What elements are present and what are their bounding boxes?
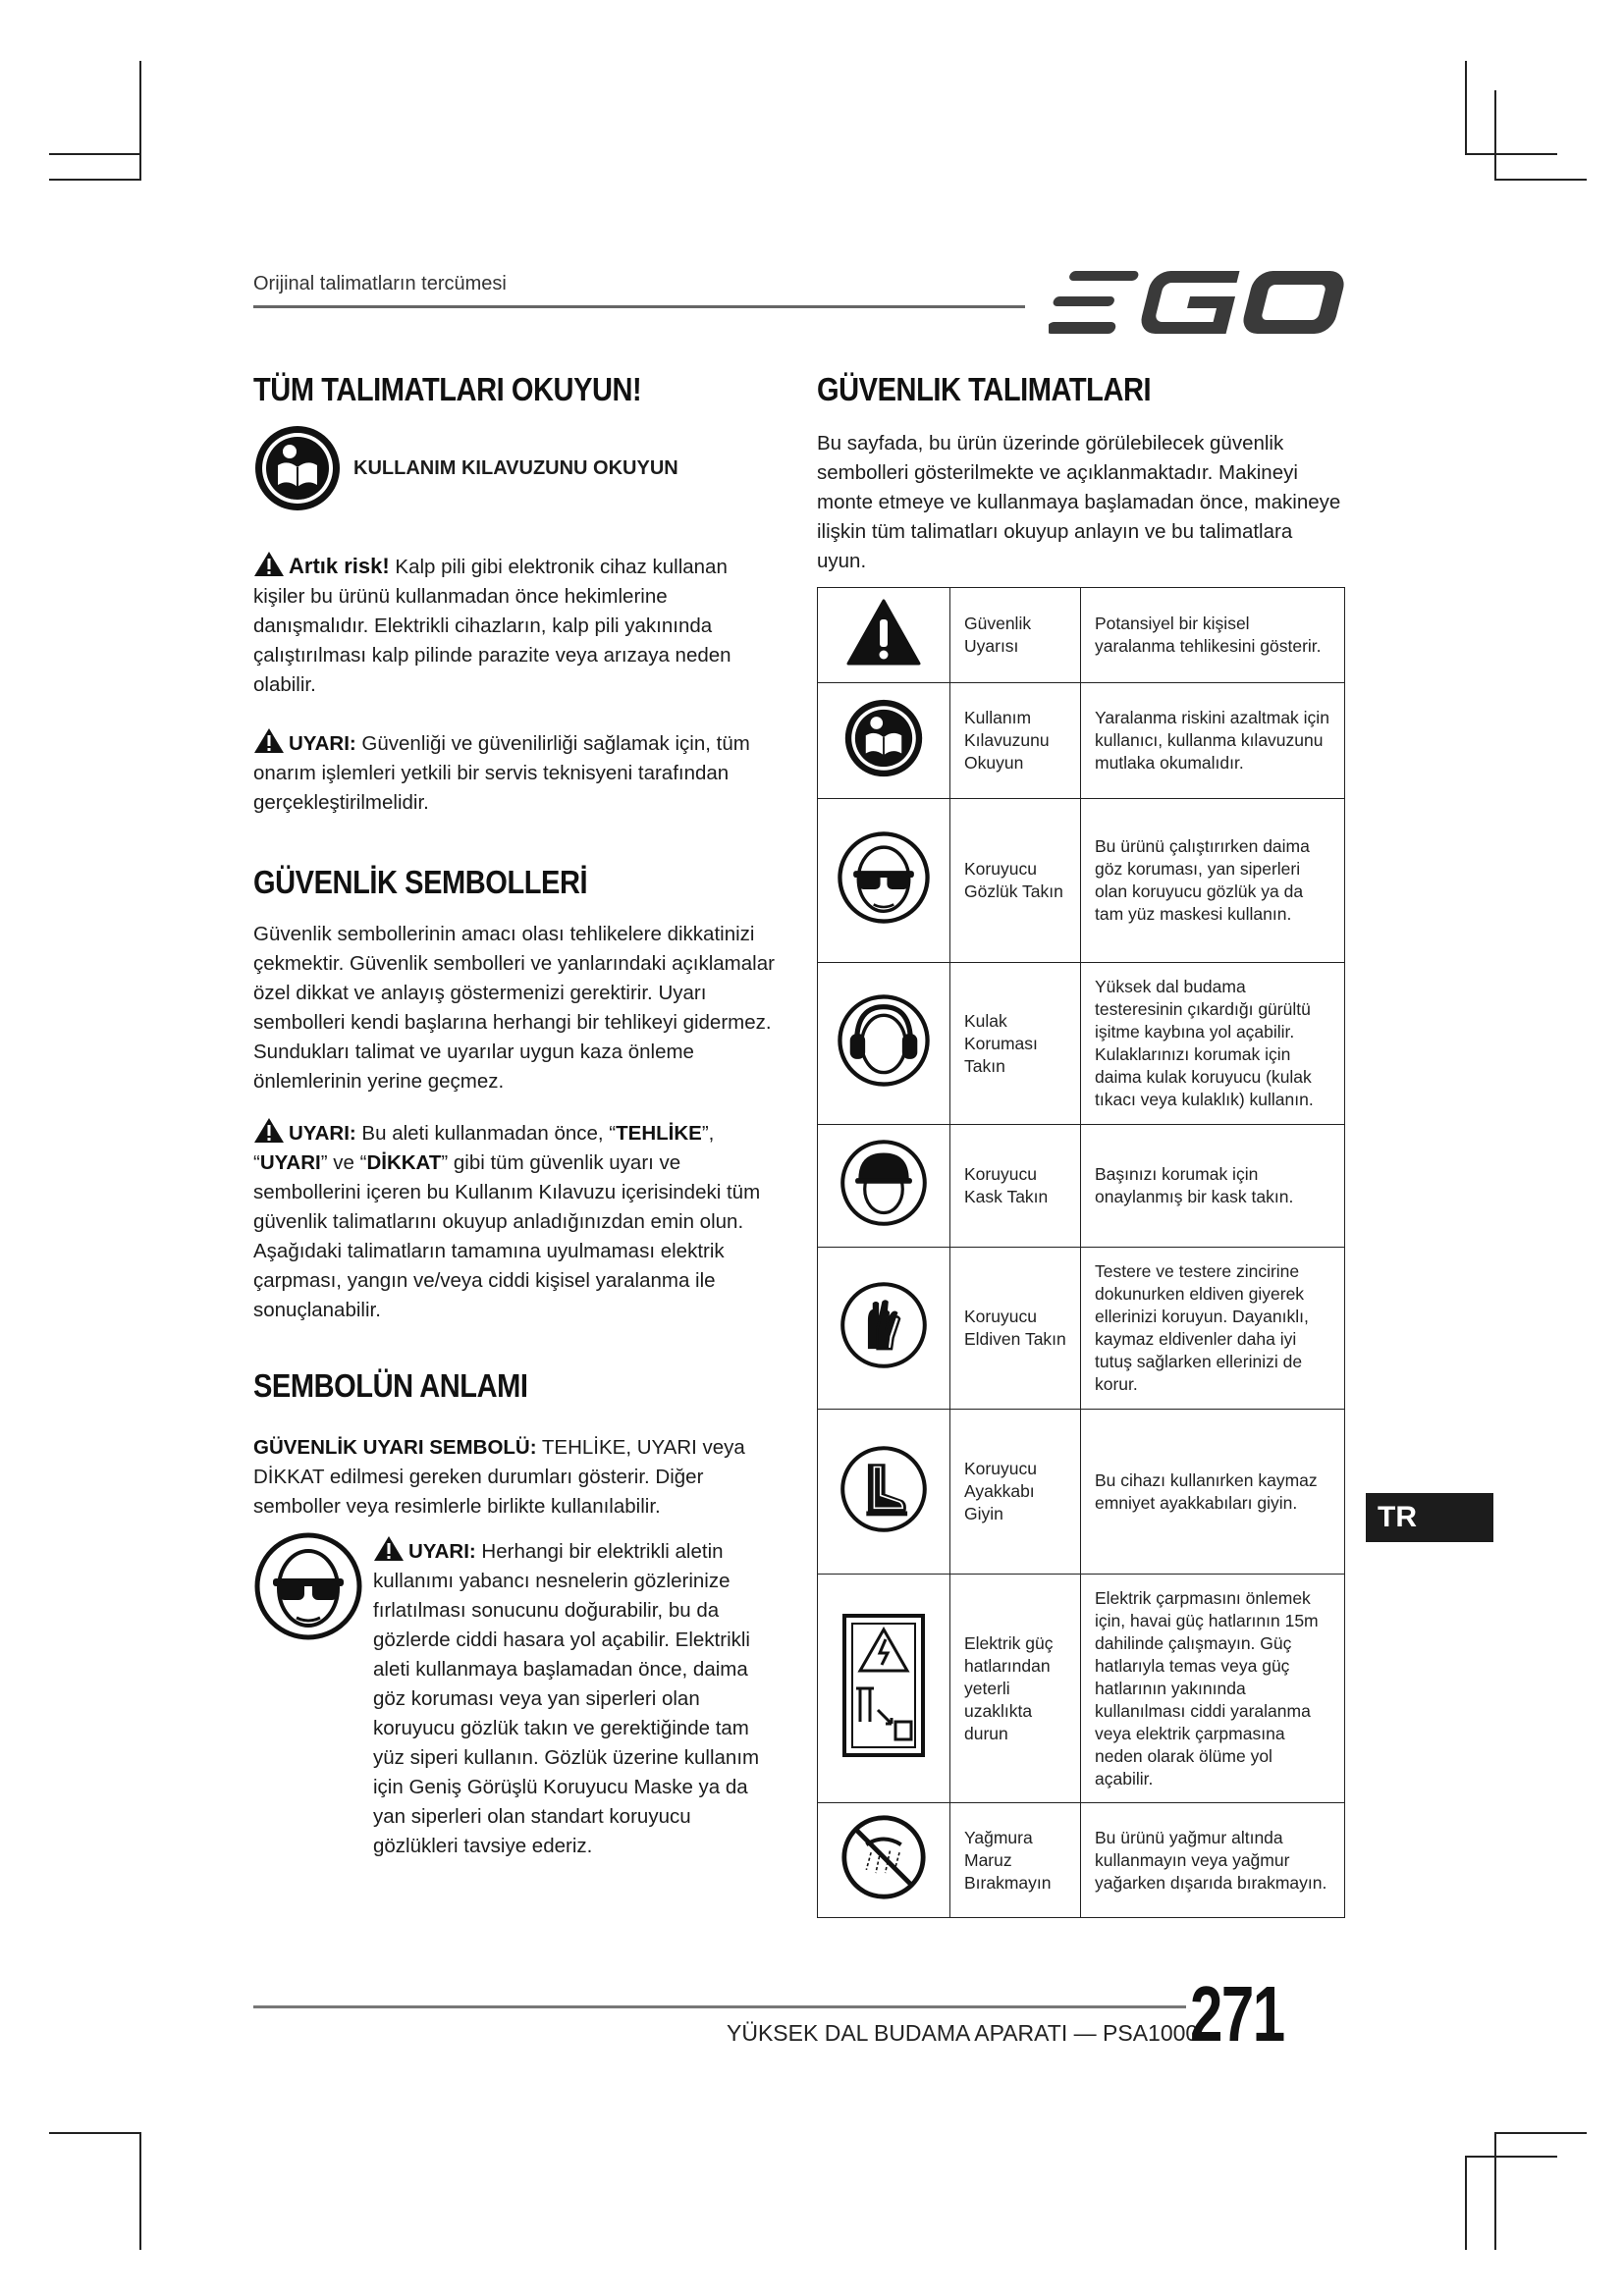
safety-boots-icon <box>839 1445 928 1533</box>
crop-mark <box>1465 153 1557 155</box>
symbol-name: Koruyucu Ayakkabı Giyin <box>950 1410 1081 1575</box>
crop-mark <box>1494 2132 1496 2250</box>
ego-logo <box>1049 265 1345 340</box>
eye-warning-paragraph <box>373 1535 780 1861</box>
manual-label: KULLANIM KILAVUZUNU OKUYUN <box>353 457 678 479</box>
read-manual-icon <box>253 424 342 512</box>
power-lines-icon <box>840 1612 927 1759</box>
table-row <box>818 1248 1345 1410</box>
icon-cell <box>818 799 950 963</box>
header-rule <box>253 305 1025 308</box>
gloves-icon <box>839 1281 928 1369</box>
symbol-name: Koruyucu Kask Takın <box>950 1125 1081 1248</box>
warning-repair-lead: UYARI: <box>289 732 356 755</box>
symbol-name: Kullanım Kılavuzunu Okuyun <box>950 683 1081 799</box>
helmet-icon <box>839 1139 928 1227</box>
table-row <box>818 588 1345 683</box>
footer-rule <box>253 2005 1186 2008</box>
crop-mark <box>1494 179 1587 181</box>
meaning-lead: GÜVENLİK UYARI SEMBOLÜ: <box>253 1436 537 1459</box>
symbol-name: Yağmura Maruz Bırakmayın <box>950 1803 1081 1918</box>
no-rain-icon <box>839 1813 928 1901</box>
warning-repair-text: Güvenliği ve güvenilirliği sağlamak için, tüm onarım işlemleri yetkili bir servis teknisyeni tarafından gerçekleştirilmelidir. <box>253 732 750 814</box>
crop-mark <box>49 2132 141 2134</box>
symbol-description: Bu cihazı kullanırken kaymaz emniyet ayakkabıları giyin. <box>1081 1410 1345 1575</box>
crop-mark <box>1465 2156 1467 2250</box>
icon-cell <box>818 1803 950 1918</box>
eye-warning-text: Herhangi bir elektrikli aletin kullanımı yabancı nesnelerin gözlerinize fırlatılması sonucunu doğurabilir, bu da gözlerde ciddi hasara yol açabilir. Elektrikli aleti kullanmaya başlamadan önce, daima göz koruması veya yan siperleri olan koruyucu gözlük takın ve gerektiğinde tam yüz siperi kullanın. Gözlük üzerine kullanım için Geniş Görüşlü Koruyucu Maske ya da yan siperleri olan standart koruyucu gözlükleri tavsiye ederiz. <box>373 1540 760 1857</box>
table-row <box>818 963 1345 1125</box>
warning-triangle-icon <box>846 598 921 667</box>
safety-goggles-icon <box>837 830 931 925</box>
ear-protection-icon <box>837 993 931 1088</box>
meaning-paragraph <box>253 1433 766 1522</box>
heading-safety-symbols: GÜVENLİK SEMBOLLERİ <box>253 864 588 900</box>
warning-manual-lead: UYARI: <box>289 1122 356 1145</box>
crop-mark <box>49 179 141 181</box>
safety-symbols-table <box>817 587 1345 1918</box>
crop-mark <box>1494 90 1496 181</box>
symbol-description: Testere ve testere zincirine dokunurken eldiven giyerek ellerinizi koruyun. Dayanıklı, kaymaz eldivenler daha iyi tutuş sağlarken ellerinizi de korur. <box>1081 1248 1345 1410</box>
safety-goggles-icon <box>253 1531 363 1641</box>
table-row <box>818 1410 1345 1575</box>
symbol-description: Yüksek dal budama testeresinin çıkardığı gürültü işitme kaybına yol açabilir. Kulaklarınızı korumak için daima kulak koruyucu (kulak tıkacı veya kulaklık) kullanın. <box>1081 963 1345 1125</box>
warning-triangle-icon <box>253 727 285 754</box>
symbol-name: Elektrik güç hatlarından yeterli uzaklıkta durun <box>950 1575 1081 1803</box>
symbol-name: Kulak Koruması Takın <box>950 963 1081 1125</box>
table-row <box>818 1575 1345 1803</box>
read-manual-icon <box>843 698 924 778</box>
warning-triangle-icon <box>253 1117 285 1144</box>
symbol-name: Koruyucu Eldiven Takın <box>950 1248 1081 1410</box>
table-row <box>818 1125 1345 1248</box>
crop-mark <box>49 153 141 155</box>
safety-symbols-text: Güvenlik sembollerinin amacı olası tehlikelere dikkatinizi çekmektir. Güvenlik sembolleri ve yanlarındaki açıklamalar özel dikkat ve anlayış göstermenizi gerektirir. Uyarı sembolleri kendi başlarına herhangi bir tehlikeyi gidermez. Sundukları talimat ve uyarılar uygun kaza önleme önlemlerinin yerine geçmez. <box>253 923 775 1093</box>
symbol-description: Bu ürünü yağmur altında kullanmayın veya yağmur yağarken dışarıda bırakmayın. <box>1081 1803 1345 1918</box>
symbol-name: Güvenlik Uyarısı <box>950 588 1081 683</box>
page-number: 271 <box>1190 1970 1284 2057</box>
symbol-description: Bu ürünü çalıştırırken daima göz koruması, yan siperleri olan koruyucu gözlük ya da tam yüz maskesi kullanın. <box>1081 799 1345 963</box>
icon-cell <box>818 1410 950 1575</box>
residual-risk-lead: Artık risk! <box>289 554 390 578</box>
icon-cell <box>818 588 950 683</box>
residual-risk-text: Kalp pili gibi elektronik cihaz kullanan kişiler bu ürünü kullanmadan önce hekimlerine danışmalıdır. Elektrikli cihazların, kalp pili yakınında çalıştırılması kalp pilinde parazite veya arızaya neden olabilir. <box>253 556 731 696</box>
warning-triangle-icon <box>373 1535 405 1562</box>
symbol-name: Koruyucu Gözlük Takın <box>950 799 1081 963</box>
crop-mark <box>1465 2156 1557 2158</box>
heading-read-all: TÜM TALIMATLARI OKUYUN! <box>253 371 642 407</box>
residual-risk-paragraph <box>253 551 766 700</box>
warning-manual-paragraph: UYARI: Bu aleti kullanmadan önce, “TEHLİKE”, “UYARI” ve “DİKKAT” gibi tüm güvenlik uyarı ve sembollerini içeren bu Kullanım Kılavuzu içerisindeki tüm güvenlik talimatlarını okuyup anladığınızdan emin olun. Aşağıdaki talimatların tamamına uyulmaması elektrik çarpması, yangın ve/veya ciddi kişisel yaralanma ile sonuçlanabilir. <box>253 1117 766 1325</box>
crop-mark <box>139 61 141 179</box>
header-subtitle: Orijinal talimatların tercümesi <box>253 273 507 294</box>
footer-title: YÜKSEK DAL BUDAMA APARATI — PSA1000 <box>727 2020 1199 2046</box>
eye-warning-lead: UYARI: <box>408 1540 476 1563</box>
heading-symbol-meaning: SEMBOLÜN ANLAMI <box>253 1367 528 1404</box>
crop-mark <box>1494 2132 1587 2134</box>
icon-cell <box>818 683 950 799</box>
warning-repair-paragraph <box>253 727 766 818</box>
symbol-description: Potansiyel bir kişisel yaralanma tehlikesini gösterir. <box>1081 588 1345 683</box>
table-row <box>818 683 1345 799</box>
crop-mark <box>1465 61 1467 153</box>
table-row <box>818 799 1345 963</box>
icon-cell <box>818 1248 950 1410</box>
warning-triangle-icon <box>253 551 285 577</box>
icon-cell <box>818 1575 950 1803</box>
meaning-text: TEHLİKE, UYARI veya DİKKAT edilmesi gereken durumları gösterir. Diğer semboller veya resimlerle birlikte kullanılabilir. <box>253 1436 745 1518</box>
safety-instructions-intro: Bu sayfada, bu ürün üzerinde görülebilecek güvenlik sembolleri gösterilmekte ve açıklanmaktadır. Makineyi monte etmeye ve kullanmaya başlamadan önce, makineye ilişkin tüm talimatları okuyup anlayın ve bu talimatlara uyun. <box>817 432 1341 572</box>
language-tab <box>1366 1493 1493 1542</box>
symbol-description: Yaralanma riskini azaltmak için kullanıcı, kullanma kılavuzunu mutlaka okumalıdır. <box>1081 683 1345 799</box>
icon-cell <box>818 1125 950 1248</box>
heading-safety-instructions: GÜVENLIK TALIMATLARI <box>817 371 1152 407</box>
language-tab-label: TR <box>1378 1501 1417 1533</box>
icon-cell <box>818 963 950 1125</box>
crop-mark <box>139 2132 141 2250</box>
symbol-description: Elektrik çarpmasını önlemek için, havai güç hatlarının 15m dahilinde çalışmayın. Güç hatlarıyla temas veya güç hatlarının yakınında kullanılması ciddi yaralanma veya elektrik çarpmasına neden olarak ölüme yol açabilir. <box>1081 1575 1345 1803</box>
symbol-description: Başınızı korumak için onaylanmış bir kask takın. <box>1081 1125 1345 1248</box>
table-row <box>818 1803 1345 1918</box>
